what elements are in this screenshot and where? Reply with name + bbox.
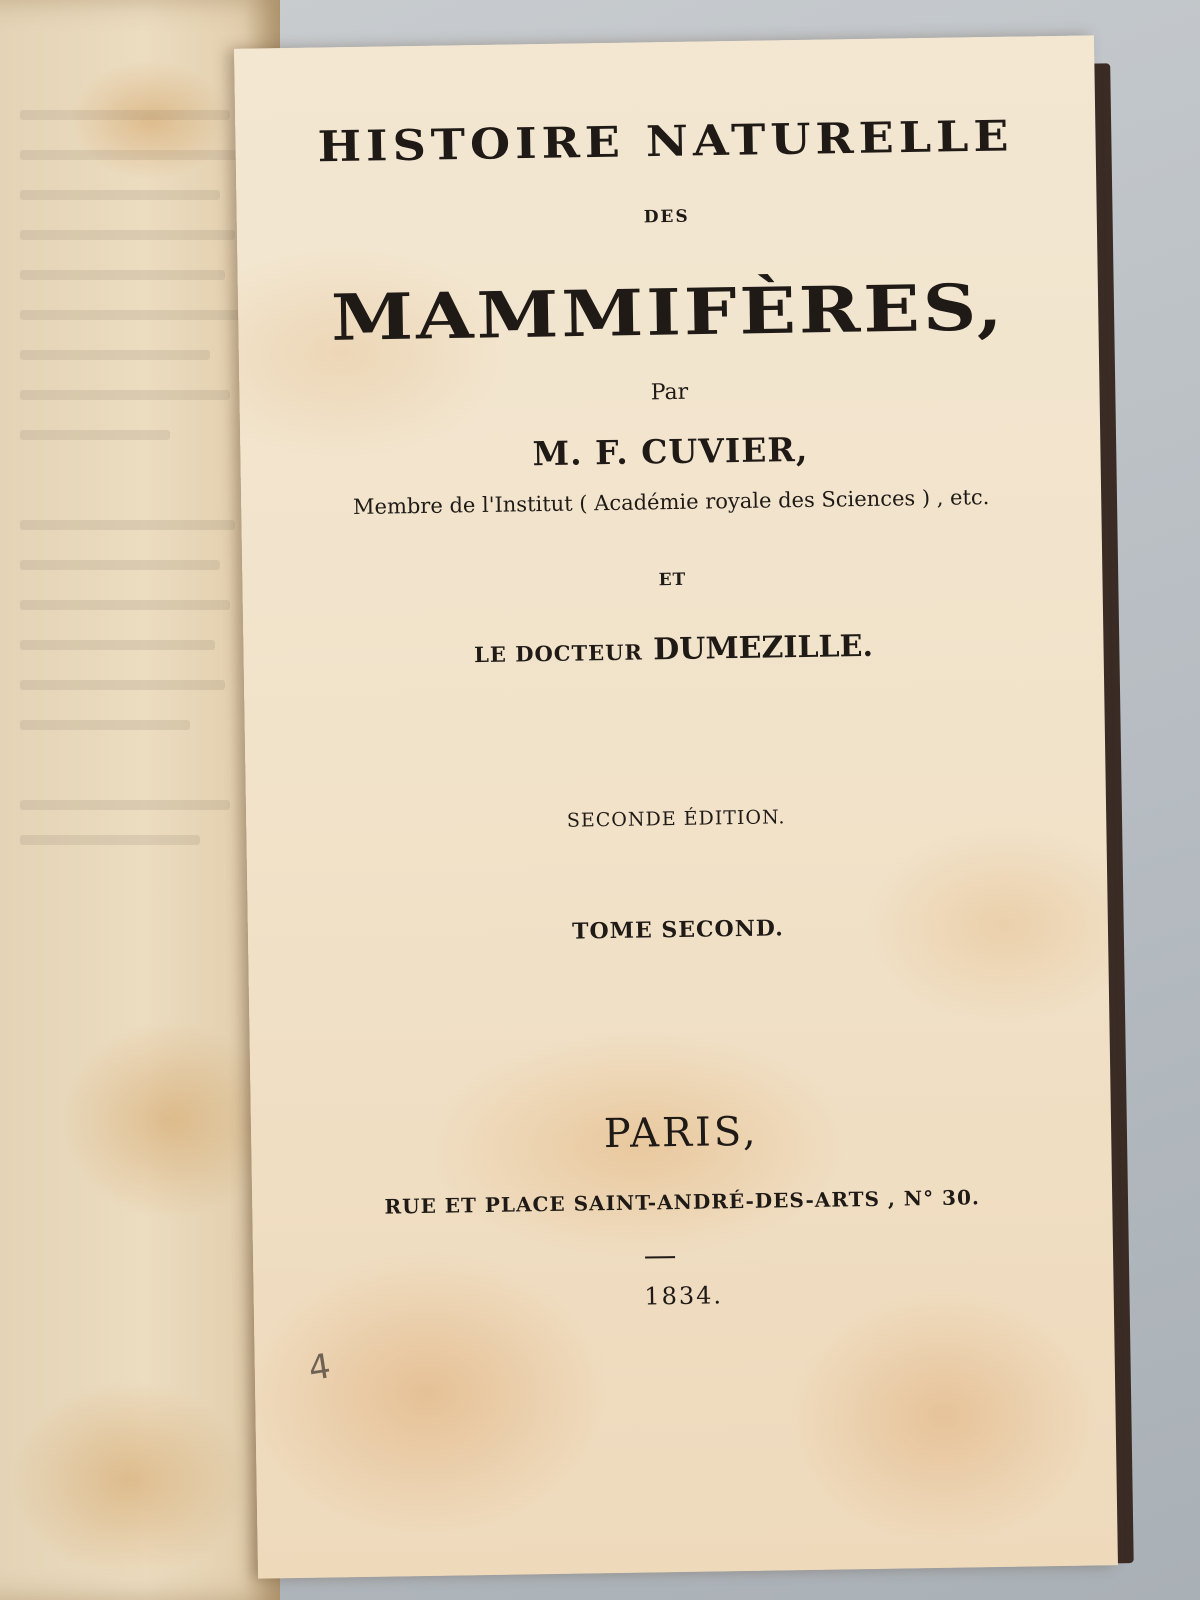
title-page (234, 35, 1118, 1578)
show-through-line (20, 310, 240, 320)
main-title-line-2: MAMMIFÈRES, (330, 270, 1006, 356)
show-through-line (20, 640, 215, 650)
show-through-line (20, 150, 240, 160)
coauthor-title: LE DOCTEUR (473, 639, 644, 668)
foxing-stain (10, 1380, 250, 1580)
show-through-line (20, 350, 210, 360)
author-name: M. F. CUVIER, (532, 429, 809, 474)
show-through-line (20, 230, 235, 240)
show-through-line (20, 430, 170, 440)
pencil-annotation: 4 (305, 1346, 334, 1390)
publisher-address: RUE ET PLACE SAINT-ANDRÉ-DES-ARTS , N° 30. (384, 1185, 981, 1219)
main-title-connector: DES (643, 206, 690, 228)
author-affiliation: Membre de l'Institut ( Académie royale des Sciences ) , etc. (352, 485, 990, 520)
publication-city: PARIS, (603, 1108, 759, 1158)
main-title-line-1: HISTOIRE NATURELLE (317, 110, 1014, 172)
show-through-line (20, 390, 230, 400)
show-through-line (20, 560, 220, 570)
volume-label: TOME SECOND. (571, 915, 784, 945)
foxing-stain (60, 1020, 280, 1220)
foxing-stain (70, 60, 230, 180)
show-through-line (20, 800, 230, 810)
show-through-line (20, 835, 200, 845)
show-through-line (20, 110, 230, 120)
conjunction: ET (658, 569, 687, 591)
show-through-line (20, 520, 235, 530)
divider-rule (645, 1256, 675, 1258)
show-through-line (20, 190, 220, 200)
show-through-line (20, 600, 230, 610)
show-through-line (20, 270, 225, 280)
publication-year: 1834. (644, 1281, 724, 1311)
byline-label: Par (650, 379, 689, 406)
coauthor (243, 625, 1103, 674)
coauthor-name: DUMEZILLE. (652, 628, 874, 668)
show-through-line (20, 720, 190, 730)
edition-label: SECONDE ÉDITION. (566, 806, 786, 832)
show-through-line (20, 680, 225, 690)
